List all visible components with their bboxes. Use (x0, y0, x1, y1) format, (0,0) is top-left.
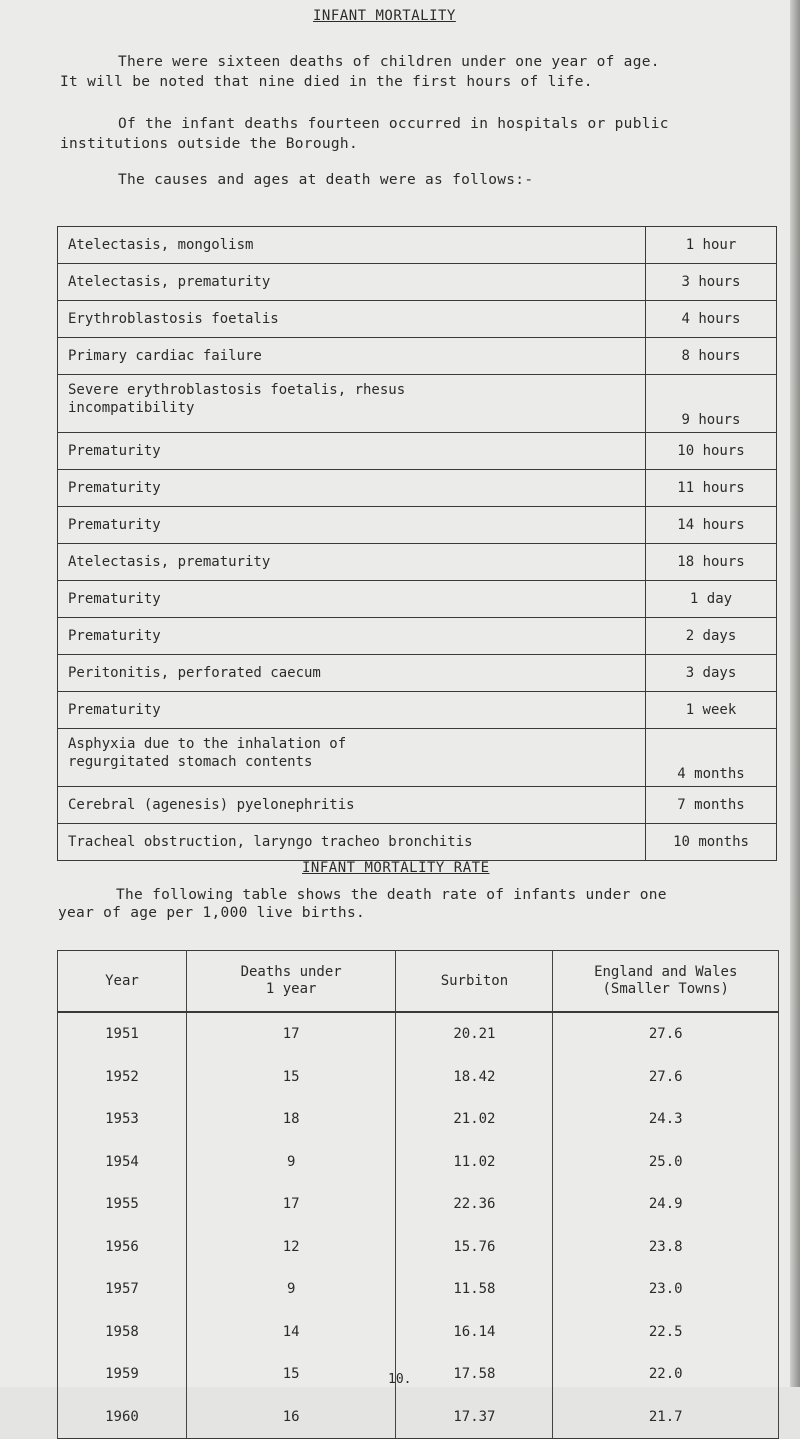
age-cell: 4 hours (646, 301, 777, 338)
cause-cell: Prematurity (58, 581, 646, 618)
cause-row (58, 581, 777, 618)
rate-cell: 12 (186, 1226, 395, 1269)
cause-row (58, 507, 777, 544)
rate-row (58, 1226, 779, 1269)
rate-row (58, 1098, 779, 1141)
rate-row (58, 1183, 779, 1226)
cause-row (58, 338, 777, 375)
rate-cell: 17 (186, 1183, 395, 1226)
age-cell: 3 hours (646, 264, 777, 301)
cause-row (58, 655, 777, 692)
rate-cell: 1952 (58, 1056, 187, 1099)
cause-cell: Tracheal obstruction, laryngo tracheo bronchitis (58, 824, 646, 861)
rate-cell: 24.9 (553, 1183, 779, 1226)
rate-cell: 1957 (58, 1268, 187, 1311)
rate-cell: 9 (186, 1141, 395, 1184)
cause-row (58, 729, 777, 787)
age-cell: 2 days (646, 618, 777, 655)
rate-cell: 22.5 (553, 1311, 779, 1354)
age-cell: 1 week (646, 692, 777, 729)
age-cell: 10 months (646, 824, 777, 861)
rate-cell: 23.0 (553, 1268, 779, 1311)
rate-cell: 1953 (58, 1098, 187, 1141)
page-title: INFANT MORTALITY (313, 8, 456, 24)
age-cell: 18 hours (646, 544, 777, 581)
rate-cell: 14 (186, 1311, 395, 1354)
rate-cell: 17.58 (396, 1353, 553, 1396)
rate-cell: 21.7 (553, 1396, 779, 1439)
rate-cell: 1959 (58, 1353, 187, 1396)
rate-cell: 22.36 (396, 1183, 553, 1226)
rate-row (58, 1396, 779, 1439)
intro-paragraph-1: There were sixteen deaths of children under one year of age. It will be noted that nine died in the first hours of life. (60, 54, 660, 90)
age-cell: 7 months (646, 787, 777, 824)
rate-cell: 27.6 (553, 1012, 779, 1056)
cause-row (58, 618, 777, 655)
rate-cell: 27.6 (553, 1056, 779, 1099)
page-number: 10. (388, 1372, 412, 1387)
rate-cell: 18.42 (396, 1056, 553, 1099)
cause-cell: Cerebral (agenesis) pyelonephritis (58, 787, 646, 824)
cause-cell: Severe erythroblastosis foetalis, rhesus incompatibility (58, 375, 646, 433)
rate-header-cell: Surbiton (396, 951, 553, 1013)
rate-cell: 16 (186, 1396, 395, 1439)
rate-cell: 1958 (58, 1311, 187, 1354)
rate-description: The following table shows the death rate of infants under one year of age per 1,000 live births. (58, 887, 667, 921)
cause-row (58, 264, 777, 301)
rate-row (58, 1012, 779, 1056)
rate-cell: 17.37 (396, 1396, 553, 1439)
cause-cell: Prematurity (58, 618, 646, 655)
age-cell: 9 hours (646, 375, 777, 433)
cause-row (58, 470, 777, 507)
rate-cell: 24.3 (553, 1098, 779, 1141)
rate-cell: 1955 (58, 1183, 187, 1226)
rate-cell: 17 (186, 1012, 395, 1056)
cause-cell: Erythroblastosis foetalis (58, 301, 646, 338)
cause-row (58, 301, 777, 338)
age-cell: 11 hours (646, 470, 777, 507)
cause-cell: Prematurity (58, 433, 646, 470)
cause-row (58, 375, 777, 433)
cause-row (58, 227, 777, 264)
rate-section-title: INFANT MORTALITY RATE (302, 860, 490, 876)
cause-cell: Atelectasis, prematurity (58, 544, 646, 581)
age-cell: 3 days (646, 655, 777, 692)
cause-row (58, 824, 777, 861)
intro-paragraph-3: The causes and ages at death were as follows:- (118, 172, 534, 188)
age-cell: 1 day (646, 581, 777, 618)
rate-cell: 23.8 (553, 1226, 779, 1269)
cause-cell: Prematurity (58, 507, 646, 544)
age-cell: 1 hour (646, 227, 777, 264)
cause-cell: Prematurity (58, 470, 646, 507)
rate-cell: 1954 (58, 1141, 187, 1184)
rate-cell: 25.0 (553, 1141, 779, 1184)
rate-cell: 1956 (58, 1226, 187, 1269)
rate-table (57, 950, 779, 1439)
rate-cell: 1960 (58, 1396, 187, 1439)
cause-cell: Prematurity (58, 692, 646, 729)
rate-row (58, 1311, 779, 1354)
cause-cell: Atelectasis, mongolism (58, 227, 646, 264)
rate-row (58, 1353, 779, 1396)
age-cell: 4 months (646, 729, 777, 787)
rate-cell: 15 (186, 1353, 395, 1396)
cause-cell: Primary cardiac failure (58, 338, 646, 375)
age-cell: 10 hours (646, 433, 777, 470)
page-edge-shadow (790, 0, 800, 1387)
cause-row (58, 787, 777, 824)
rate-header-cell: Year (58, 951, 187, 1013)
rate-row (58, 1056, 779, 1099)
rate-cell: 16.14 (396, 1311, 553, 1354)
rate-cell: 18 (186, 1098, 395, 1141)
rate-cell: 9 (186, 1268, 395, 1311)
age-cell: 8 hours (646, 338, 777, 375)
cause-cell: Atelectasis, prematurity (58, 264, 646, 301)
cause-row (58, 544, 777, 581)
intro-paragraph-2: Of the infant deaths fourteen occurred in hospitals or public institutions outside the Borough. (60, 116, 669, 152)
rate-cell: 20.21 (396, 1012, 553, 1056)
rate-cell: 21.02 (396, 1098, 553, 1141)
cause-cell: Asphyxia due to the inhalation of regurgitated stomach contents (58, 729, 646, 787)
cause-row (58, 692, 777, 729)
rate-cell: 11.58 (396, 1268, 553, 1311)
rate-cell: 1951 (58, 1012, 187, 1056)
age-cell: 14 hours (646, 507, 777, 544)
rate-row (58, 1268, 779, 1311)
rate-row (58, 1141, 779, 1184)
rate-cell: 11.02 (396, 1141, 553, 1184)
rate-header-cell: Deaths under 1 year (186, 951, 395, 1013)
cause-cell: Peritonitis, perforated caecum (58, 655, 646, 692)
cause-row (58, 433, 777, 470)
rate-cell: 22.0 (553, 1353, 779, 1396)
rate-header-cell: England and Wales (Smaller Towns) (553, 951, 779, 1013)
rate-cell: 15 (186, 1056, 395, 1099)
causes-table (57, 226, 777, 861)
rate-cell: 15.76 (396, 1226, 553, 1269)
